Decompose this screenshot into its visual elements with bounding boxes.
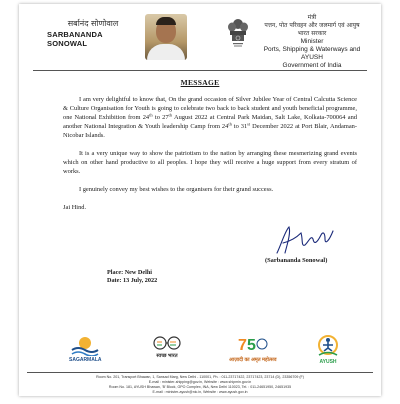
ministry-block bbox=[253, 14, 371, 70]
spectacles-icon bbox=[151, 334, 183, 352]
azadi-label: आज़ादी का अमृत महोत्सव bbox=[229, 357, 277, 363]
ayush-label: AYUSH bbox=[319, 359, 337, 365]
footer-logos bbox=[19, 330, 381, 372]
handwritten-signature bbox=[267, 223, 337, 257]
ministry-english-government: Government of India bbox=[282, 62, 342, 69]
address-line-2: E-mail : minister-shipping@gov.in, Website : www.shipmin.gov.in bbox=[148, 380, 252, 384]
place-line: Place: New Delhi bbox=[107, 269, 153, 276]
yoga-figure-icon bbox=[315, 334, 341, 358]
letter-page bbox=[19, 4, 381, 396]
svg-text:5: 5 bbox=[246, 337, 256, 354]
date-line: Date: 13 July, 2022 bbox=[107, 277, 158, 284]
message-heading: MESSAGE bbox=[180, 78, 220, 87]
place-date-block bbox=[107, 269, 157, 285]
header-divider bbox=[33, 70, 367, 71]
ministry-hindi-portfolio: पत्तन, पोत परिवहन और जलमार्ग एवं आयुष bbox=[264, 22, 360, 29]
ashoka-emblem-icon bbox=[227, 18, 249, 50]
paragraph-2: It is a very unique way to show the patriotism to the nation by arranging these mesmerizing grand events which on other hand productive to all peoples. I hope they will receive a huge support from every stratum of works. bbox=[63, 150, 357, 175]
azadi-ka-amrit-mahotsav-logo bbox=[229, 334, 277, 363]
tricolour-75-icon bbox=[236, 334, 270, 356]
closing-salutation: Jai Hind. bbox=[63, 204, 87, 211]
sagarmala-logo bbox=[69, 334, 102, 363]
signature-block bbox=[33, 221, 367, 284]
ministry-english-title: Minister bbox=[300, 38, 324, 45]
address-line-3: Room No. 181, AYUSH Bhawan, 'B' Block, GPO Complex, INA, New Delhi 110023, Tel. : 011-24651950, 24651935 bbox=[108, 385, 292, 389]
ayush-logo bbox=[315, 334, 341, 365]
letter-footer bbox=[19, 330, 381, 396]
address-line-1: Room No. 201, Transport Bhawan, 1, Sansad Marg, New Delhi - 110001, Ph. : 011-23717422, 23717423, 23714 (D), 23356709 (F) bbox=[96, 375, 304, 379]
letter-body bbox=[63, 95, 357, 212]
signatory-name: (Sarbananda Sonowal) bbox=[265, 257, 328, 264]
swachh-bharat-label: स्वच्छ भारत bbox=[156, 353, 178, 359]
address-line-4: E-mail : minister-ayush@nic.in, Website : www.ayush.gov.in bbox=[152, 390, 248, 394]
letterhead bbox=[33, 12, 367, 72]
paragraph-1: I am very delightful to know that, On the grand occasion of Silver Jubilee Year of Central Calcutta Science & Culture Organisation for Youth is going to celebrate two back to back student and youth beneficial programme, one National Exhibition from 24th to 27th August 2022 at Central Park Maidan, Salt Lake, Kolkata-700064 and another National Integration & Youth leadership Camp from 24th to 31st December 2022 at Port Blair, Andaman-Nicobar Islands. bbox=[63, 96, 357, 139]
svg-text:7: 7 bbox=[237, 337, 247, 354]
minister-name-hindi: सर्बानंद सोणोवाल bbox=[67, 19, 119, 28]
sagarmala-emblem-icon bbox=[70, 334, 100, 356]
sagarmala-label: SAGARMALA bbox=[69, 357, 102, 363]
minister-name-english: SARBANANDA SONOWAL bbox=[47, 30, 103, 48]
footer-address bbox=[27, 372, 373, 395]
ministry-hindi-government: भारत सरकार bbox=[297, 30, 327, 37]
ministry-english-portfolio: Ports, Shipping & Waterways and AYUSH bbox=[263, 46, 361, 61]
ministry-hindi-title: मंत्री bbox=[307, 14, 317, 21]
minister-name-block bbox=[47, 18, 139, 48]
minister-photo bbox=[145, 14, 187, 60]
paragraph-3: I genuinely convey my best wishes to the organisers for their grand success. bbox=[79, 186, 274, 193]
swachh-bharat-logo bbox=[151, 334, 183, 359]
